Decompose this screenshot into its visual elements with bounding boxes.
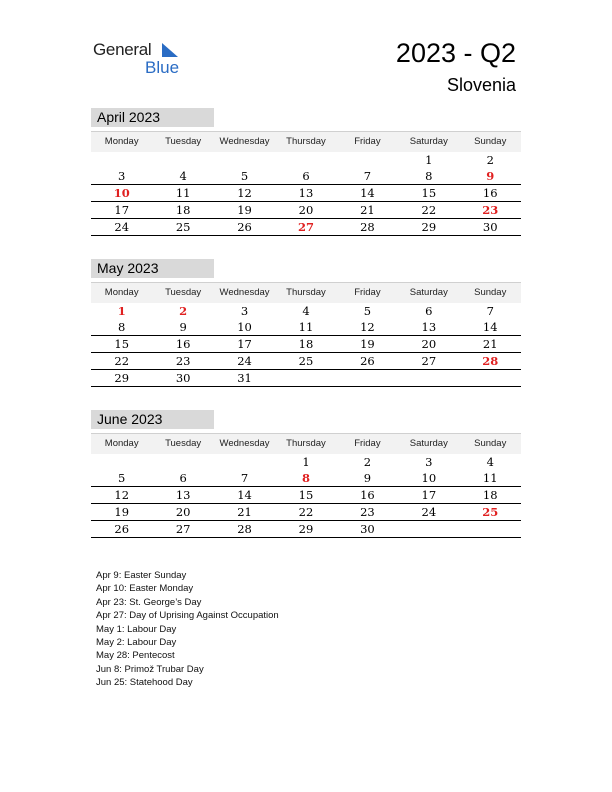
country-name: Slovenia [446,75,516,95]
date-cell: 23 [175,354,191,368]
weekday-header: Friday [354,136,381,147]
holiday-date-cell: 2 [179,304,188,318]
date-cell: 30 [482,220,498,234]
date-cell: 7 [486,304,494,318]
date-cell [460,521,521,537]
weekday-header: Saturday [409,287,448,298]
month-april [91,108,521,236]
week-row [91,370,521,387]
date-cell: 22 [298,505,314,519]
date-cell: 1 [425,153,433,167]
logo-blue-text: Blue [145,58,180,77]
weekday-header: Wednesday [219,287,270,298]
date-cell: 20 [298,203,314,217]
month-may [91,259,521,387]
date-cell: 12 [114,488,130,502]
date-cell: 12 [237,186,252,200]
logo-general-text: General [93,40,152,59]
weekday-header: Saturday [409,136,448,147]
holiday-notes [96,569,279,690]
date-cell: 1 [302,455,310,469]
month-june [91,410,521,538]
date-cell: 14 [237,488,252,502]
weekday-header-row [91,282,521,303]
date-cell: 4 [486,455,494,469]
date-cell [152,454,213,470]
weekday-header: Tuesday [165,287,202,298]
date-cell: 10 [237,320,252,334]
date-cell: 24 [114,220,130,234]
weekday-header: Saturday [409,438,448,449]
date-cell: 13 [175,488,191,502]
date-cell: 13 [421,320,437,334]
date-cell: 31 [237,371,252,385]
date-cell: 28 [237,522,252,536]
weekday-header: Monday [104,287,139,298]
week-row [91,454,521,470]
date-cell: 24 [421,505,437,519]
date-cell: 2 [486,153,494,167]
month-label: April 2023 [91,108,214,127]
date-cell: 26 [114,522,130,536]
logo-triangle-icon [162,43,178,57]
holiday-note: May 28: Pentecost [96,650,175,662]
date-cell: 26 [237,220,252,234]
holiday-date-cell: 1 [117,304,126,318]
date-cell: 19 [237,203,252,217]
weekday-header: Thursday [286,438,326,449]
date-cell: 8 [425,169,433,183]
week-row [91,521,521,538]
date-cell: 6 [425,304,433,318]
holiday-date-cell: 8 [301,471,310,485]
date-cell: 10 [421,471,437,485]
date-cell: 3 [425,455,433,469]
holiday-note: Apr 27: Day of Uprising Against Occupation [96,610,279,622]
holiday-date-cell: 27 [297,220,314,234]
date-cell: 19 [360,337,375,351]
date-cell [337,152,398,168]
week-row [91,303,521,319]
holiday-date-cell: 10 [113,186,130,200]
weekday-header: Thursday [286,287,326,298]
date-cell: 9 [179,320,187,334]
date-cell: 15 [114,337,130,351]
weekday-header-row [91,433,521,454]
date-cell: 28 [360,220,375,234]
date-cell [152,152,213,168]
date-cell: 19 [114,505,130,519]
date-cell [91,454,152,470]
week-row [91,470,521,487]
month-label: May 2023 [91,259,214,278]
weekday-header-row [91,131,521,152]
date-cell [460,370,521,386]
week-row [91,152,521,168]
logo [93,40,193,80]
date-cell: 11 [298,320,314,334]
week-row [91,219,521,236]
weekday-header: Friday [354,287,381,298]
month-label: June 2023 [91,410,214,429]
holiday-note: Jun 8: Primož Trubar Day [96,663,204,675]
date-cell: 17 [421,488,437,502]
week-row [91,319,521,336]
date-cell: 23 [360,505,375,519]
date-cell: 24 [237,354,252,368]
weekday-header: Sunday [474,287,507,298]
date-cell: 17 [237,337,252,351]
date-cell: 13 [298,186,314,200]
holiday-date-cell: 9 [486,169,495,183]
holiday-note: May 1: Labour Day [96,623,177,635]
date-cell: 8 [118,320,126,334]
date-cell: 12 [360,320,375,334]
date-cell: 16 [175,337,191,351]
date-cell: 16 [482,186,498,200]
date-cell [214,454,275,470]
date-cell: 18 [298,337,314,351]
weekday-header: Monday [104,438,139,449]
date-cell: 15 [421,186,437,200]
date-cell: 14 [482,320,498,334]
date-cell: 4 [179,169,187,183]
weekday-header: Friday [354,438,381,449]
date-cell: 18 [482,488,498,502]
holiday-note: Apr 23: St. George’s Day [96,596,202,608]
weekday-header: Tuesday [165,136,202,147]
date-cell: 6 [302,169,310,183]
week-row [91,185,521,202]
date-cell: 27 [175,522,191,536]
date-cell: 21 [360,203,375,217]
date-cell [398,521,459,537]
date-cell: 18 [175,203,191,217]
date-cell: 15 [298,488,314,502]
weekday-header: Wednesday [219,438,270,449]
date-cell: 5 [118,471,126,485]
holiday-note: Apr 10: Easter Monday [96,583,194,595]
holiday-note: Apr 9: Easter Sunday [96,570,187,581]
holiday-note: Jun 25: Statehood Day [96,677,193,689]
week-row [91,353,521,370]
date-cell: 7 [240,471,249,485]
date-cell: 17 [114,203,130,217]
date-cell: 25 [298,354,314,368]
date-cell: 7 [363,169,372,183]
date-cell: 16 [360,488,375,502]
holiday-note: May 2: Labour Day [96,637,177,649]
date-cell: 5 [240,169,249,183]
date-cell: 20 [421,337,437,351]
date-cell: 3 [118,169,126,183]
holiday-date-cell: 23 [482,203,499,217]
date-cell: 22 [114,354,130,368]
date-cell: 30 [175,371,191,385]
date-cell: 20 [175,505,191,519]
date-cell [91,152,152,168]
date-cell: 21 [482,337,498,351]
date-cell: 5 [363,304,372,318]
date-cell: 11 [482,471,498,485]
weekday-header: Sunday [474,438,507,449]
weekday-header: Monday [104,136,139,147]
date-cell: 9 [363,471,372,485]
date-cell: 26 [360,354,375,368]
date-cell: 25 [175,220,191,234]
date-cell: 6 [179,471,187,485]
date-cell [275,152,336,168]
week-row [91,336,521,353]
weekday-header: Sunday [474,136,507,147]
date-cell: 2 [363,455,372,469]
date-cell [214,152,275,168]
week-row [91,504,521,521]
holiday-date-cell: 28 [482,354,499,368]
date-cell: 11 [175,186,191,200]
date-cell: 22 [421,203,437,217]
weekday-header: Tuesday [165,438,202,449]
date-cell: 29 [421,220,437,234]
date-cell [337,370,398,386]
date-cell: 14 [360,186,375,200]
date-cell: 30 [360,522,375,536]
weekday-header: Wednesday [219,136,270,147]
holiday-date-cell: 25 [482,505,499,519]
week-row [91,202,521,219]
page-title: 2023 - Q2 [395,38,516,68]
date-cell: 29 [298,522,314,536]
week-row [91,168,521,185]
date-cell: 29 [114,371,130,385]
date-cell [398,370,459,386]
date-cell: 3 [240,304,249,318]
date-cell [275,370,336,386]
date-cell: 21 [237,505,252,519]
weekday-header: Thursday [286,136,326,147]
date-cell: 27 [421,354,437,368]
date-cell: 4 [302,304,310,318]
week-row [91,487,521,504]
